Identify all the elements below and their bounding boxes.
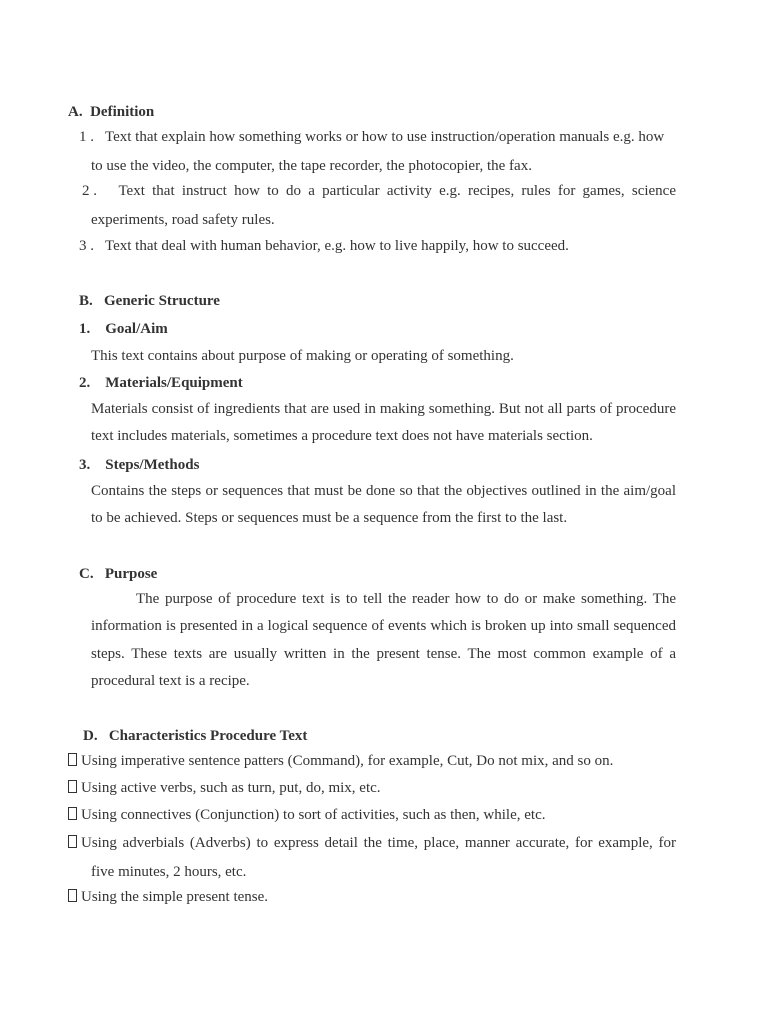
bullet-box-icon bbox=[68, 807, 77, 820]
definition-item-2-cont: experiments, road safety rules. bbox=[91, 212, 275, 228]
section-c-letter: C. bbox=[79, 566, 94, 582]
definition-item-1 bbox=[79, 124, 676, 151]
definition-item-number: 1 . bbox=[79, 129, 94, 145]
section-a-letter: A. bbox=[68, 104, 83, 120]
section-a-heading bbox=[68, 103, 154, 121]
bullet-box-icon bbox=[68, 889, 77, 902]
structure-item-2-heading bbox=[79, 374, 243, 392]
characteristic-item-3 bbox=[68, 802, 676, 829]
characteristic-item-2 bbox=[68, 775, 676, 802]
definition-item-number: 3 . bbox=[79, 238, 94, 254]
section-b-title: Generic Structure bbox=[104, 293, 220, 309]
structure-item-number: 1. bbox=[79, 321, 91, 337]
structure-item-number: 2. bbox=[79, 375, 91, 391]
structure-item-title: Goal/Aim bbox=[105, 321, 168, 337]
structure-item-title: Steps/Methods bbox=[105, 457, 200, 473]
characteristic-item-5 bbox=[68, 884, 676, 911]
bullet-box-icon bbox=[68, 780, 77, 793]
definition-item-text: Text that instruct how to do a particular activity e.g. recipes, rules for games, science bbox=[118, 183, 676, 199]
definition-item-text: Text that deal with human behavior, e.g. how to live happily, how to succeed. bbox=[104, 238, 569, 254]
characteristic-text: Using active verbs, such as turn, put, do, mix, etc. bbox=[81, 780, 381, 796]
section-b-heading bbox=[79, 292, 220, 310]
bullet-box-icon bbox=[68, 835, 77, 848]
characteristic-item-4 bbox=[68, 830, 676, 857]
structure-item-3-text: Contains the steps or sequences that must be done so that the objectives outlined in the aim/goal to be achieved. Steps or sequences must be a sequence from the first to the last. bbox=[91, 483, 676, 527]
purpose-paragraph: The purpose of procedure text is to tell the reader how to do or make something. The information is presented in a logical sequence of events which is broken up into small sequenced steps. These texts are usually written in the present tense. The most common example of a procedural text is a recipe. bbox=[91, 591, 676, 689]
definition-item-number: 2 . bbox=[82, 183, 97, 199]
bullet-box-icon bbox=[68, 753, 77, 766]
definition-item-3 bbox=[79, 233, 676, 260]
section-c-title: Purpose bbox=[104, 566, 158, 582]
structure-item-1-heading bbox=[79, 320, 168, 338]
structure-item-number: 3. bbox=[79, 457, 91, 473]
characteristic-item-4-cont: five minutes, 2 hours, etc. bbox=[91, 864, 247, 880]
characteristic-text: Using adverbials (Adverbs) to express detail the time, place, manner accurate, for example, for bbox=[81, 835, 676, 851]
structure-item-1-text: This text contains about purpose of making or operating of something. bbox=[91, 348, 514, 364]
characteristic-item-1 bbox=[68, 748, 676, 775]
section-a-title: Definition bbox=[90, 104, 155, 120]
section-c-heading bbox=[79, 565, 157, 583]
characteristic-text: Using connectives (Conjunction) to sort of activities, such as then, while, etc. bbox=[81, 807, 546, 823]
definition-item-text: Text that explain how something works or how to use instruction/operation manuals e.g. how bbox=[104, 129, 665, 145]
section-d-title: Characteristics Procedure Text bbox=[108, 728, 308, 744]
section-b-letter: B. bbox=[79, 293, 93, 309]
structure-item-title: Materials/Equipment bbox=[105, 375, 243, 391]
characteristic-text: Using the simple present tense. bbox=[81, 889, 269, 905]
section-d-letter: D. bbox=[83, 728, 98, 744]
structure-item-3-heading bbox=[79, 456, 199, 474]
section-d-heading bbox=[83, 727, 307, 745]
structure-item-2-text: Materials consist of ingredients that are used in making something. But not all parts of procedure text includes materials, sometimes a procedure text does not have materials section. bbox=[91, 401, 676, 445]
definition-item-1-cont: to use the video, the computer, the tape recorder, the photocopier, the fax. bbox=[91, 158, 532, 174]
definition-item-2 bbox=[82, 178, 676, 205]
characteristic-text: Using imperative sentence patters (Command), for example, Cut, Do not mix, and so on. bbox=[81, 753, 614, 769]
